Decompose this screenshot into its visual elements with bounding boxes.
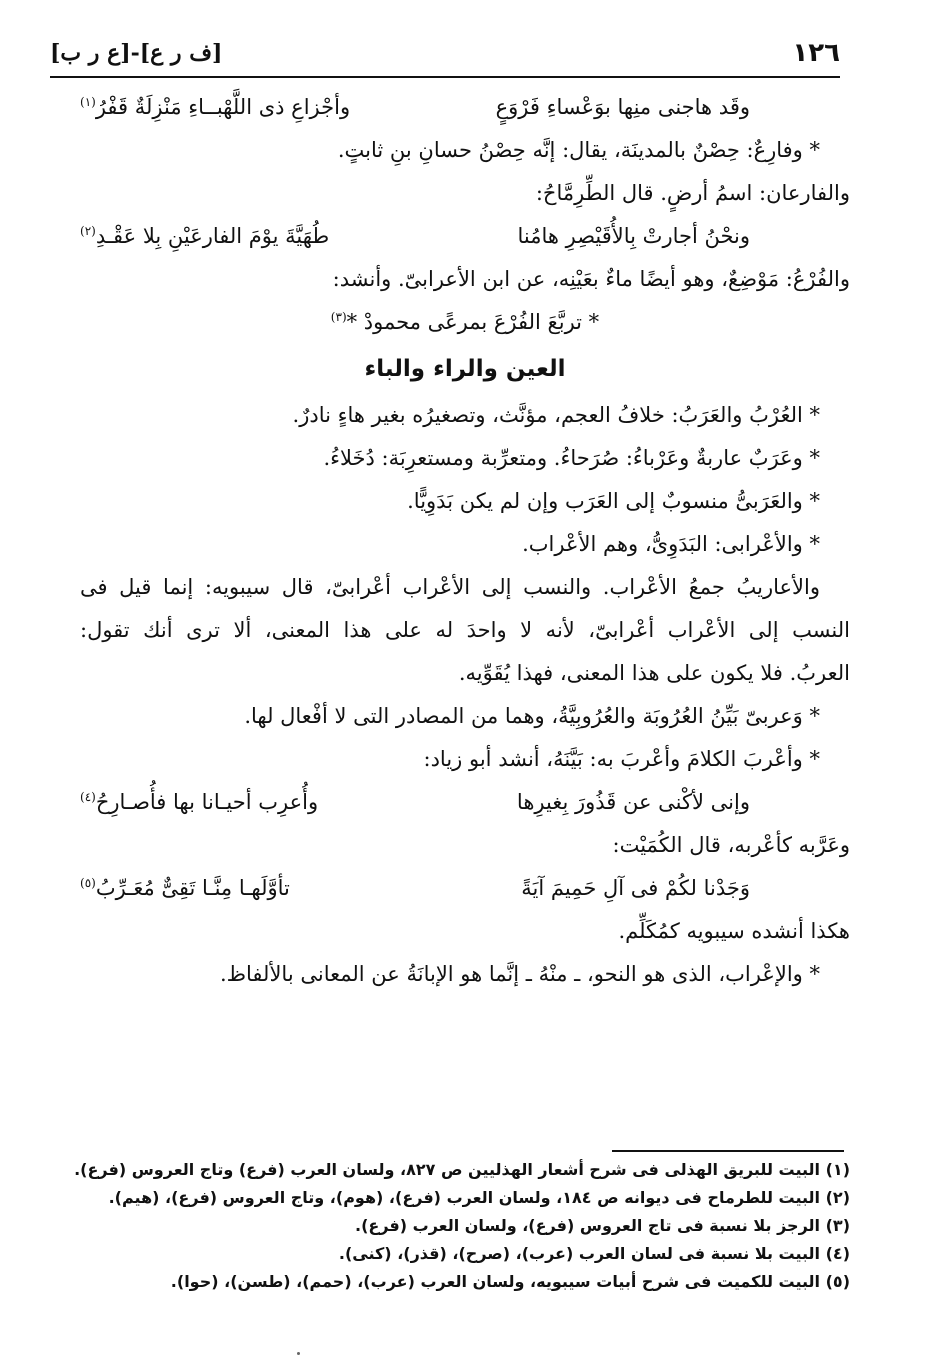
verse-line <box>80 86 850 129</box>
text-line: * العُرْبُ والعَرَبُ: خلافُ العجم، مؤنَّث، وتصغيرُه بغير هاءٍ نادرٌ. <box>292 403 820 427</box>
footnote-divider <box>612 1150 844 1152</box>
footnote-ref: (٣) <box>330 310 347 324</box>
text-line: والفُرْعُ: مَوْضِعٌ، وهو أيضًا ماءٌ بعَيْنِه، عن ابن الأعرابىّ. وأنشد: <box>332 267 850 291</box>
verse-hemistich-text: تأوَّلَهـا مِنَّـا تَقِىٌّ مُعَـرِّبُ <box>95 876 290 900</box>
verse-second-hemistich <box>80 781 318 824</box>
footnotes <box>74 1156 850 1296</box>
text-line: * والإعْراب، الذى هو النحو، ـ منْهُ ـ إنَّما هو الإبانَةُ عن المعانى بالألفاظ. <box>219 962 820 986</box>
text-line: والفارعان: اسمُ أرضٍ. قال الطِّرِمَّاحُ: <box>535 181 850 205</box>
text-line: * وَعربىّ بَيِّنُ العُرُوبَة والعُرُوبِيَّةُ، وهما من المصادر التى لا أفْعال لها. <box>244 704 820 728</box>
footnote: (٤) البيت بلا نسبة فى لسان العرب (عرب)، (صرح)، (قذر)، (كنى). <box>338 1244 850 1263</box>
section-heading: العين والراء والباء <box>364 356 566 382</box>
footnote: (١) البيت للبريق الهذلى فى شرح أشعار الهذليين ص ٨٢٧، ولسان العرب (فرع) وتاج العروس (فرع). <box>74 1160 850 1179</box>
main-text <box>80 86 850 996</box>
text-line: * والعَرَبىُّ منسوبٌ إلى العَرَب وإن لم يكن بَدَوِيًّا. <box>407 489 820 513</box>
print-speck <box>297 1352 300 1355</box>
rajaz-text: * تربَّعَ الفُرْعَ بمرعًى محمودْ * <box>346 310 600 334</box>
text-line: العربُ. فلا يكون على هذا المعنى، فهذا يُقَوِّيه. <box>458 661 850 685</box>
verse-first-hemistich: وَجَدْنا لكُمْ فى آلِ حَمِيمَ آيَةً <box>521 876 750 900</box>
text-line: * والأعْرابى: البَدَوِىُّ، وهم الأعْراب. <box>522 532 820 556</box>
footnote-ref: (١) <box>80 95 96 109</box>
text-line: هكذا أنشده سيبويه كمُكَلِّم. <box>618 919 850 943</box>
text-line: * وأعْربَ الكلامَ وأعْربَ به: بَيَّنَهُ، أنشد أبو زياد: <box>423 747 820 771</box>
text-line: * وفارِعٌ: حِصْنٌ بالمدينَة، يقال: إنَّه حِصْنُ حسانِ بنِ ثابتٍ. <box>337 138 820 162</box>
verse-second-hemistich <box>80 867 290 910</box>
text-line: والأعاريبُ جمعُ الأعْراب. والنسب إلى الأعْراب أعْرابىّ، قال سيبويه: إنما قيل فى <box>80 575 820 599</box>
footnote: (٢) البيت للطرماح فى ديوانه ص ١٨٤، ولسان العرب (فرع)، (هوم)، وتاج العروس (فرع)، (هيم). <box>108 1188 850 1207</box>
verse-line <box>80 215 850 258</box>
page-number: ١٢٦ <box>792 38 840 68</box>
verse-first-hemistich: وقَد هاجنى منِها بوَعْساءِ فَرْوَعٍ <box>495 95 750 119</box>
running-head: [ف ر ع]-[ع ر ب] <box>50 40 223 66</box>
verse-first-hemistich: ونحْنُ أجارتْ بِالأُقَيْصِرِ هامُنا <box>517 224 750 248</box>
verse-first-hemistich: وإنى لأكْنى عن قَذُورَ بِغيرِها <box>516 790 750 814</box>
verse-second-hemistich <box>80 215 329 258</box>
verse-hemistich-text: وأُعرِب أحيـانا بها فأُصـارِحُ <box>95 790 319 814</box>
verse-line <box>80 867 850 910</box>
page-header <box>50 36 840 78</box>
verse-hemistich-text: طُهَيَّةَ يوْمَ الفارعَيْنِ بِلا عَقْـدِ <box>95 224 330 248</box>
footnote: (٣) الرجز بلا نسبة فى تاج العروس (فرع)، ولسان العرب (فرع). <box>355 1216 850 1235</box>
verse-second-hemistich <box>80 86 350 129</box>
rajaz-line <box>80 301 850 344</box>
text-line: وعَرَّبه كأعْربه، قال الكُمَيْت: <box>612 833 850 857</box>
footnote-ref: (٥) <box>80 876 96 890</box>
verse-line <box>80 781 850 824</box>
footnote: (٥) البيت للكميت فى شرح أبيات سيبويه، ولسان العرب (عرب)، (حمم)، (طسن)، (حوا). <box>170 1272 850 1291</box>
footnote-ref: (٢) <box>80 224 96 238</box>
verse-hemistich-text: وأجْزاعِ ذى اللَّهْبــاءِ مَنْزِلَةٌ قَفْرُ <box>95 95 351 119</box>
text-line: * وعَرَبٌ عاربةٌ وعَرْباءُ: صُرَحاءُ. ومتعرِّبة ومستعرِبَة: دُخَلاءُ. <box>323 446 820 470</box>
footnote-ref: (٤) <box>80 790 96 804</box>
text-line: النسب إلى الأعْراب أعْرابىّ، لأنه لا واحدَ له على هذا المعنى، ألا ترى أنك تقول: <box>80 618 850 642</box>
